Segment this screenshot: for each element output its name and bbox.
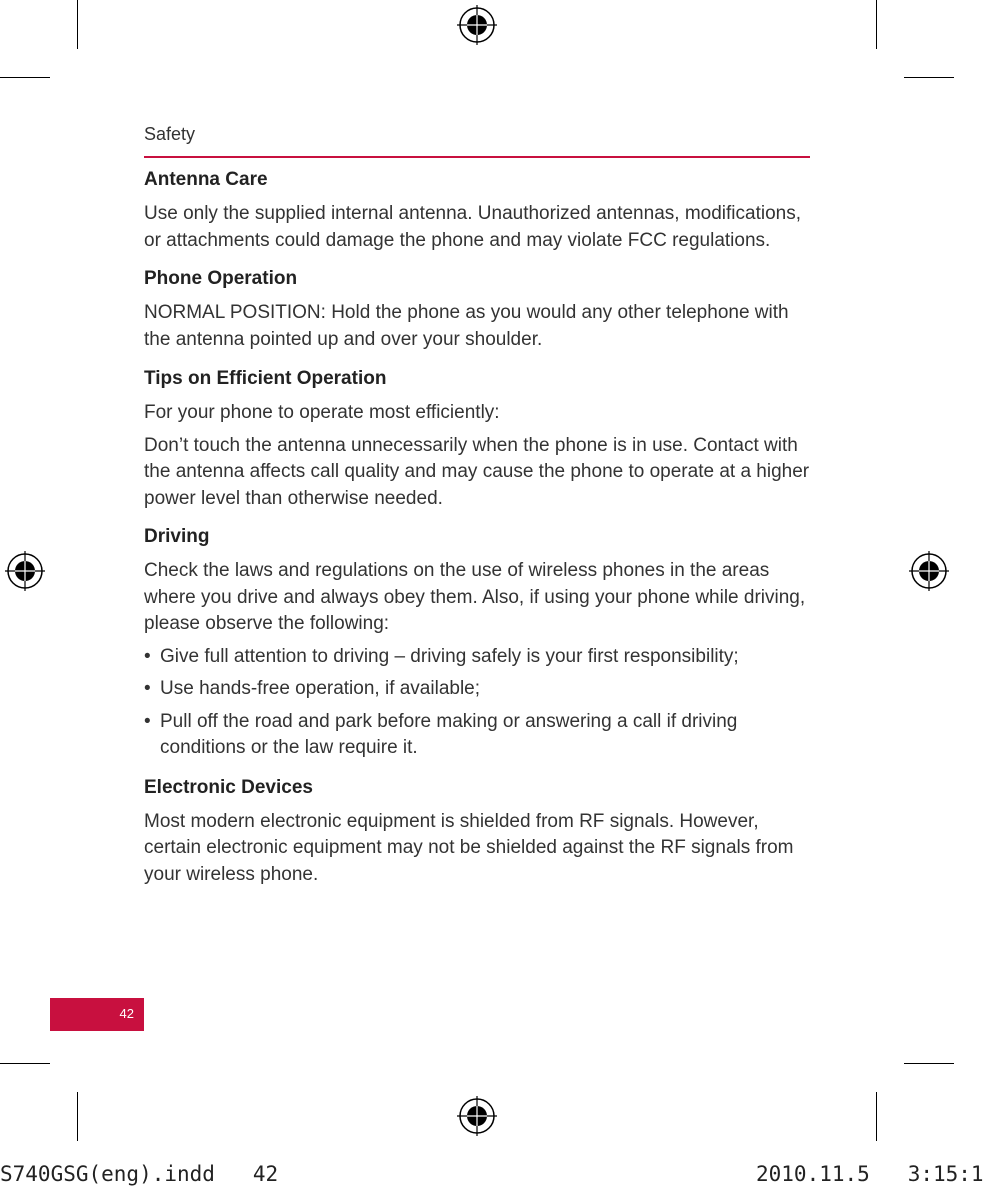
heading-antenna-care: Antenna Care	[144, 169, 268, 190]
page-content	[144, 122, 810, 888]
registration-mark-icon	[457, 5, 497, 45]
crop-mark	[77, 1092, 78, 1141]
slug-filename: S740GSG(eng).indd 42	[0, 1162, 279, 1186]
list-item: • Give full attention to driving – driving safely is your first responsibility;	[144, 644, 810, 671]
paragraph: For your phone to operate most efficiently:	[144, 402, 500, 423]
registration-mark-icon	[909, 551, 949, 591]
crop-mark	[876, 1092, 877, 1141]
registration-mark-icon	[5, 551, 45, 591]
page-number: 42	[119, 1006, 134, 1021]
list-item: • Use hands-free operation, if available;	[144, 676, 810, 703]
heading-electronic-devices: Electronic Devices	[144, 776, 313, 798]
crop-mark	[904, 1063, 954, 1064]
list-item: • Pull off the road and park before making or answering a call if driving conditions or the law require it.	[144, 709, 810, 762]
crop-mark	[77, 0, 78, 49]
paragraph: Use only the supplied internal antenna. Unauthorized antennas, modifications, or attachments could damage the phone and may violate FCC regulations.	[144, 203, 801, 251]
crop-mark	[0, 77, 50, 78]
heading-phone-operation: Phone Operation	[144, 268, 298, 289]
crop-mark	[904, 77, 954, 78]
crop-mark	[0, 1063, 50, 1064]
page-number-tab	[50, 998, 144, 1031]
paragraph: NORMAL POSITION: Hold the phone as you would any other telephone with the antenna pointed up and over your shoulder.	[144, 302, 789, 350]
crop-mark	[876, 0, 877, 49]
registration-mark-icon	[457, 1096, 497, 1136]
paragraph: Don’t touch the antenna unnecessarily when the phone is in use. Contact with the antenna affects call quality and may cause the phone to operate at a higher power level than otherwise needed.	[144, 434, 810, 509]
slug-date: 2010.11.5 3:15:1	[756, 1162, 984, 1186]
paragraph: Check the laws and regulations on the use of wireless phones in the areas where you drive and always obey them. Also, if using your phone while driving, please observe the following:	[144, 560, 806, 634]
section-label: Safety	[144, 124, 196, 144]
heading-driving: Driving	[144, 526, 210, 547]
header-rule	[144, 156, 810, 158]
paragraph: Most modern electronic equipment is shielded from RF signals. However, certain electronic equipment may not be shielded against the RF signals from your wireless phone.	[144, 810, 794, 885]
heading-efficient-operation: Tips on Efficient Operation	[144, 368, 387, 389]
